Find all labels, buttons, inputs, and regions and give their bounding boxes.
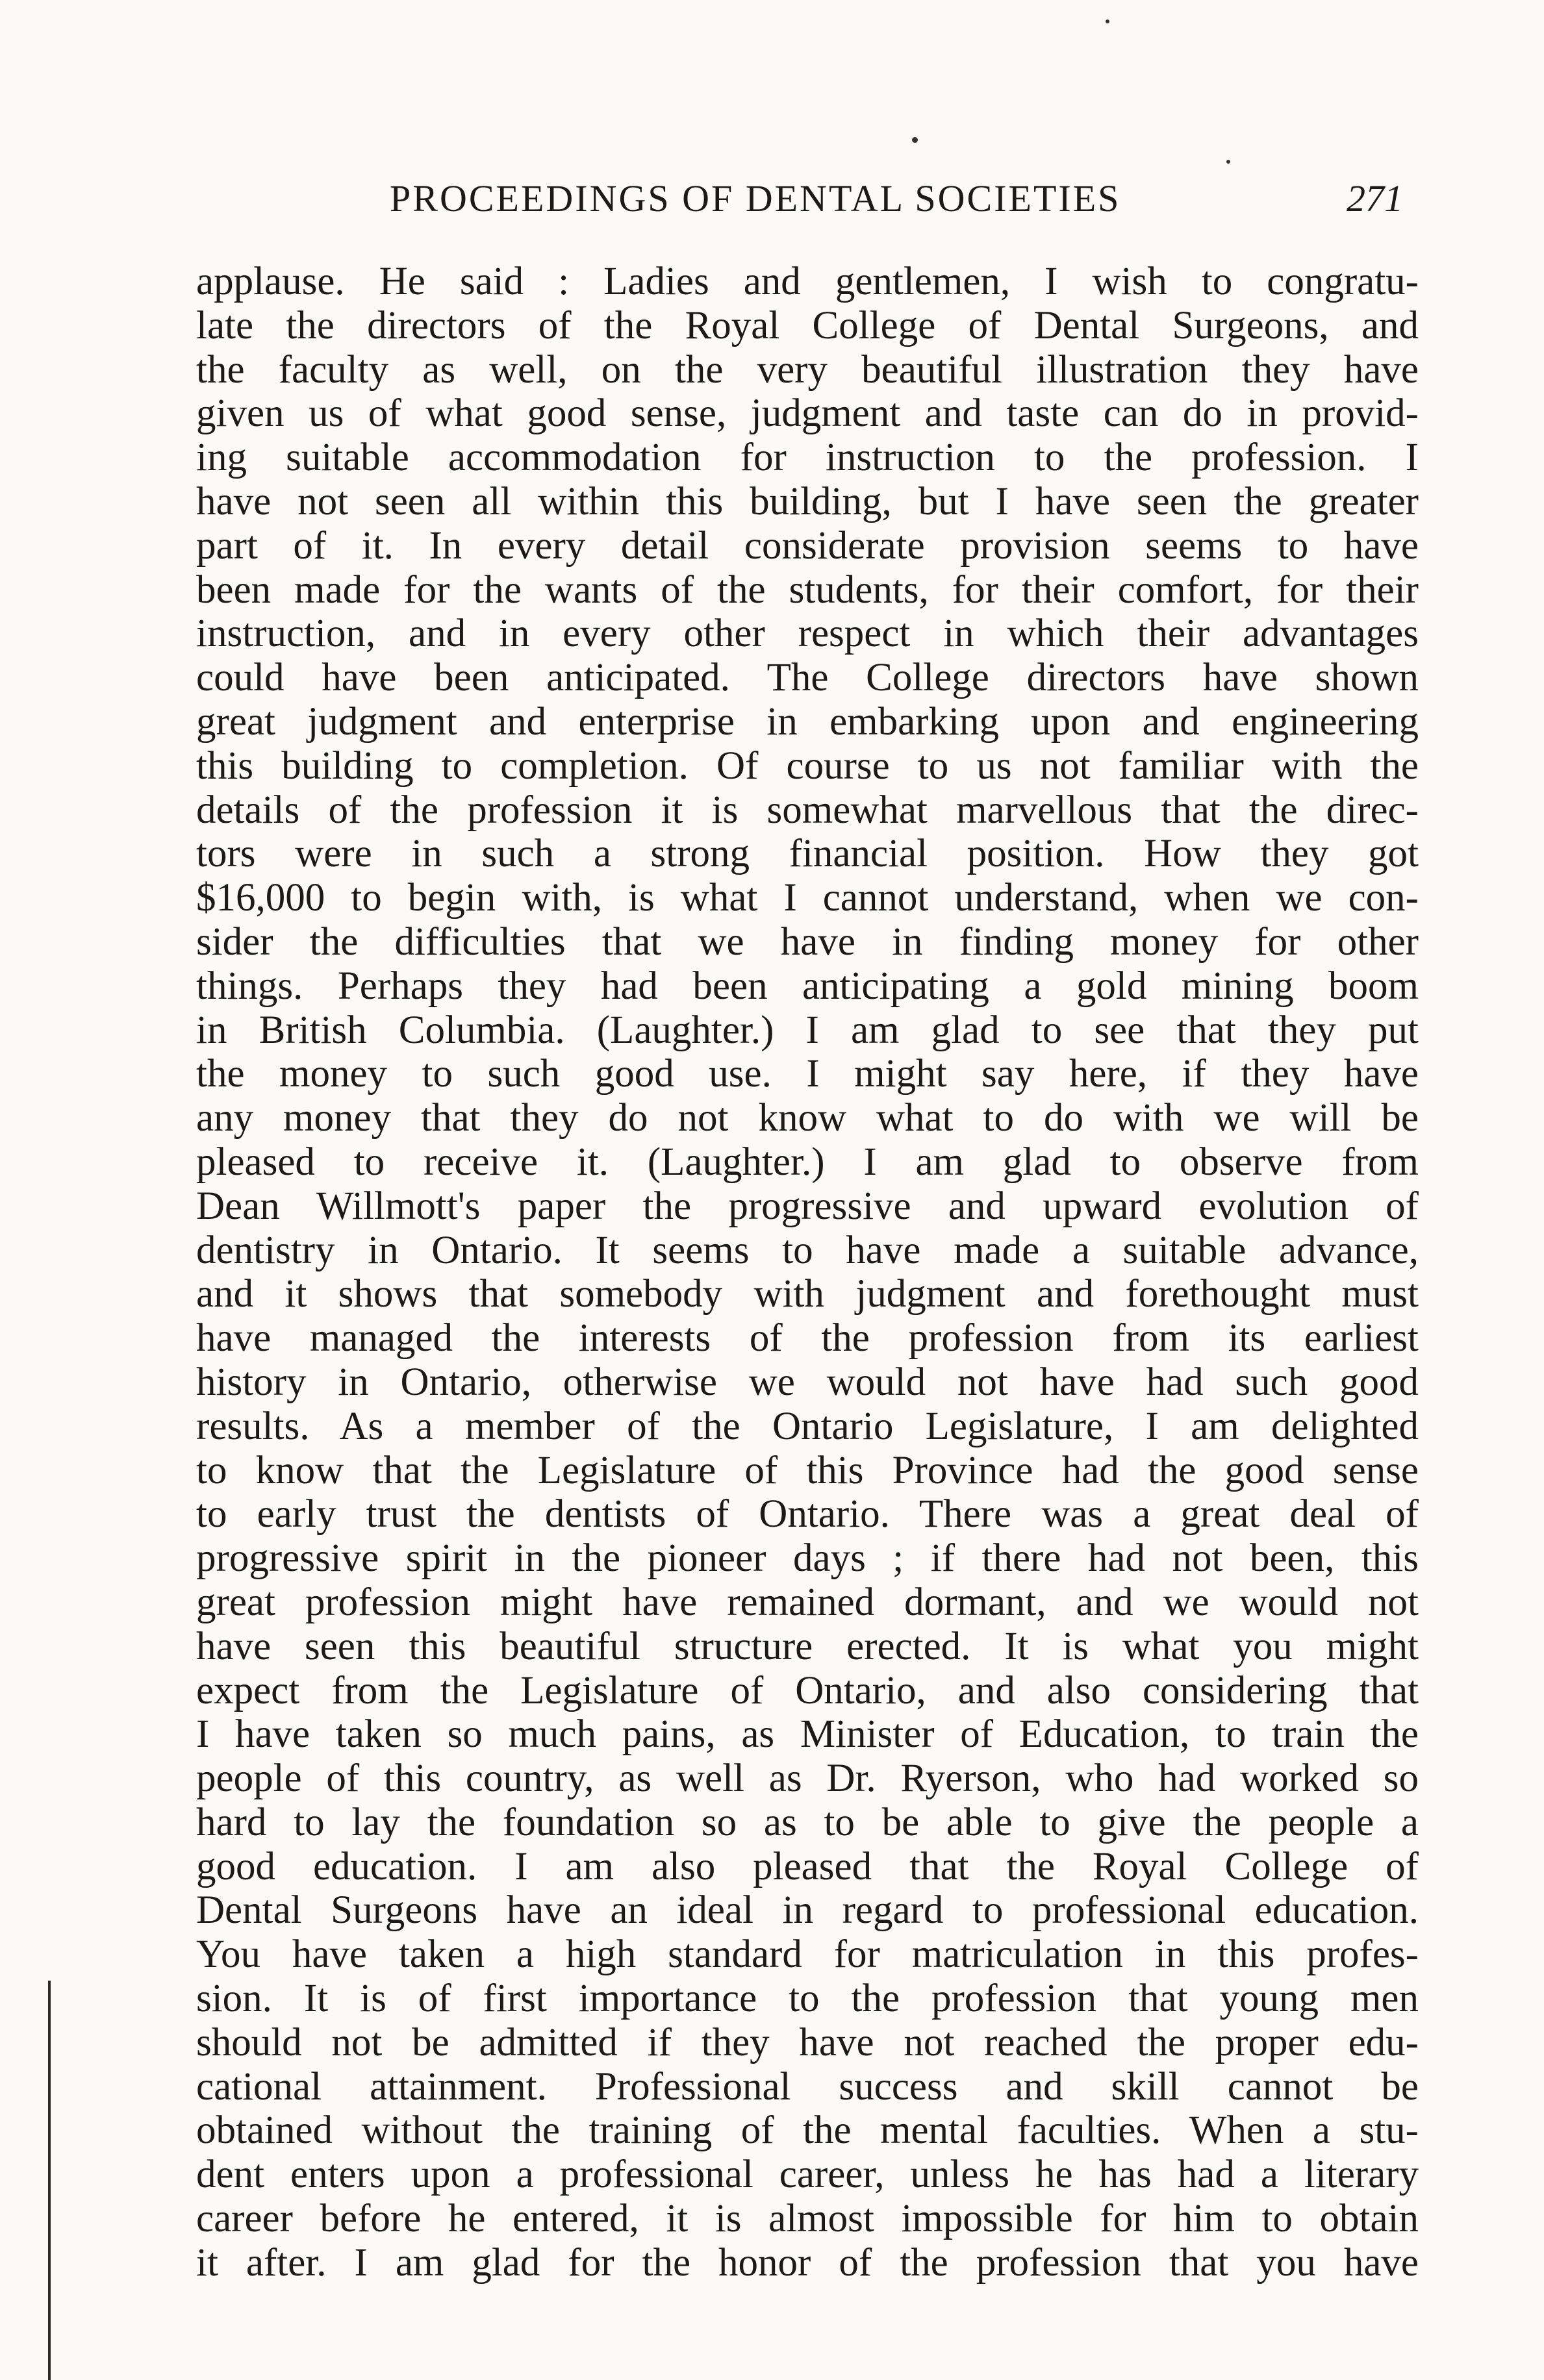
text-line: cational attainment. Professional success and skill cannot be [196, 2064, 1419, 2109]
text-line: any money that they do not know what to do with we will be [196, 1096, 1419, 1140]
text-line: career before he entered, it is almost impossible for him to obtain [196, 2197, 1419, 2241]
margin-scan-line [48, 1981, 51, 2380]
text-line: sider the difficulties that we have in finding money for other [196, 920, 1419, 964]
text-line: expect from the Legislature of Ontario, and also considering that [196, 1668, 1419, 1712]
print-speck [1106, 19, 1109, 23]
text-line: and it shows that somebody with judgment and forethought must [196, 1272, 1419, 1316]
text-line: dentistry in Ontario. It seems to have made a suitable advance, [196, 1228, 1419, 1272]
page-header [390, 177, 1403, 229]
body-text [196, 260, 1419, 2285]
text-line: great profession might have remained dormant, and we would not [196, 1580, 1419, 1624]
text-line: instruction, and in every other respect in which their advantages [196, 612, 1419, 656]
text-line: part of it. In every detail considerate provision seems to have [196, 523, 1419, 568]
text-line: people of this country, as well as Dr. Ryerson, who had worked so [196, 1757, 1419, 1801]
text-line: $16,000 to begin with, is what I cannot understand, when we con- [196, 876, 1419, 920]
text-line: applause. He said : Ladies and gentlemen, I wish to congratu- [196, 260, 1419, 303]
text-line: results. As a member of the Ontario Legislature, I am delighted [196, 1404, 1419, 1448]
text-line: have seen this beautiful structure erected. It is what you might [196, 1624, 1419, 1668]
text-line: Dental Surgeons have an ideal in regard to professional education. [196, 1888, 1419, 1933]
page-number: 271 [1347, 177, 1403, 219]
text-line: progressive spirit in the pioneer days ; if there had not been, this [196, 1536, 1419, 1581]
text-line: ing suitable accommodation for instruction to the profession. I [196, 436, 1419, 480]
text-line: should not be admitted if they have not reached the proper edu- [196, 2020, 1419, 2064]
text-line: late the directors of the Royal College of Dental Surgeons, and [196, 303, 1419, 347]
text-line: great judgment and enterprise in embarking upon and engineering [196, 699, 1419, 744]
text-line: obtained without the training of the mental faculties. When a stu- [196, 2109, 1419, 2153]
text-line: sion. It is of first importance to the profession that young men [196, 1977, 1419, 2021]
text-line: have managed the interests of the profession from its earliest [196, 1316, 1419, 1360]
text-line: I have taken so much pains, as Minister of Education, to train the [196, 1712, 1419, 1757]
text-line: details of the profession it is somewhat marvellous that the direc- [196, 788, 1419, 832]
print-speck [912, 137, 918, 143]
text-line: in British Columbia. (Laughter.) I am glad to see that they put [196, 1008, 1419, 1052]
text-line: been made for the wants of the students, for their comfort, for their [196, 568, 1419, 612]
text-line: could have been anticipated. The College directors have shown [196, 656, 1419, 700]
text-line: it after. I am glad for the honor of the profession that you have [196, 2240, 1419, 2285]
text-line: Dean Willmott's paper the progressive and upward evolution of [196, 1184, 1419, 1228]
text-line: dent enters upon a professional career, unless he has had a literary [196, 2153, 1419, 2197]
text-line: this building to completion. Of course to us not familiar with the [196, 744, 1419, 788]
print-speck [1226, 160, 1230, 164]
text-line: to early trust the dentists of Ontario. There was a great deal of [196, 1492, 1419, 1536]
text-line: given us of what good sense, judgment and taste can do in provid- [196, 392, 1419, 436]
text-line: history in Ontario, otherwise we would not have had such good [196, 1360, 1419, 1404]
running-head: PROCEEDINGS OF DENTAL SOCIETIES [390, 177, 1121, 219]
text-line: have not seen all within this building, but I have seen the greater [196, 479, 1419, 523]
text-line: the money to such good use. I might say here, if they have [196, 1052, 1419, 1096]
text-line: You have taken a high standard for matriculation in this profes- [196, 1933, 1419, 1977]
text-line: the faculty as well, on the very beautiful illustration they have [196, 347, 1419, 392]
text-line: to know that the Legislature of this Province had the good sense [196, 1448, 1419, 1492]
text-line: pleased to receive it. (Laughter.) I am glad to observe from [196, 1140, 1419, 1184]
text-line: tors were in such a strong financial position. How they got [196, 832, 1419, 876]
text-line: hard to lay the foundation so as to be able to give the people a [196, 1800, 1419, 1844]
text-line: good education. I am also pleased that the Royal College of [196, 1844, 1419, 1888]
text-line: things. Perhaps they had been anticipating a gold mining boom [196, 964, 1419, 1008]
